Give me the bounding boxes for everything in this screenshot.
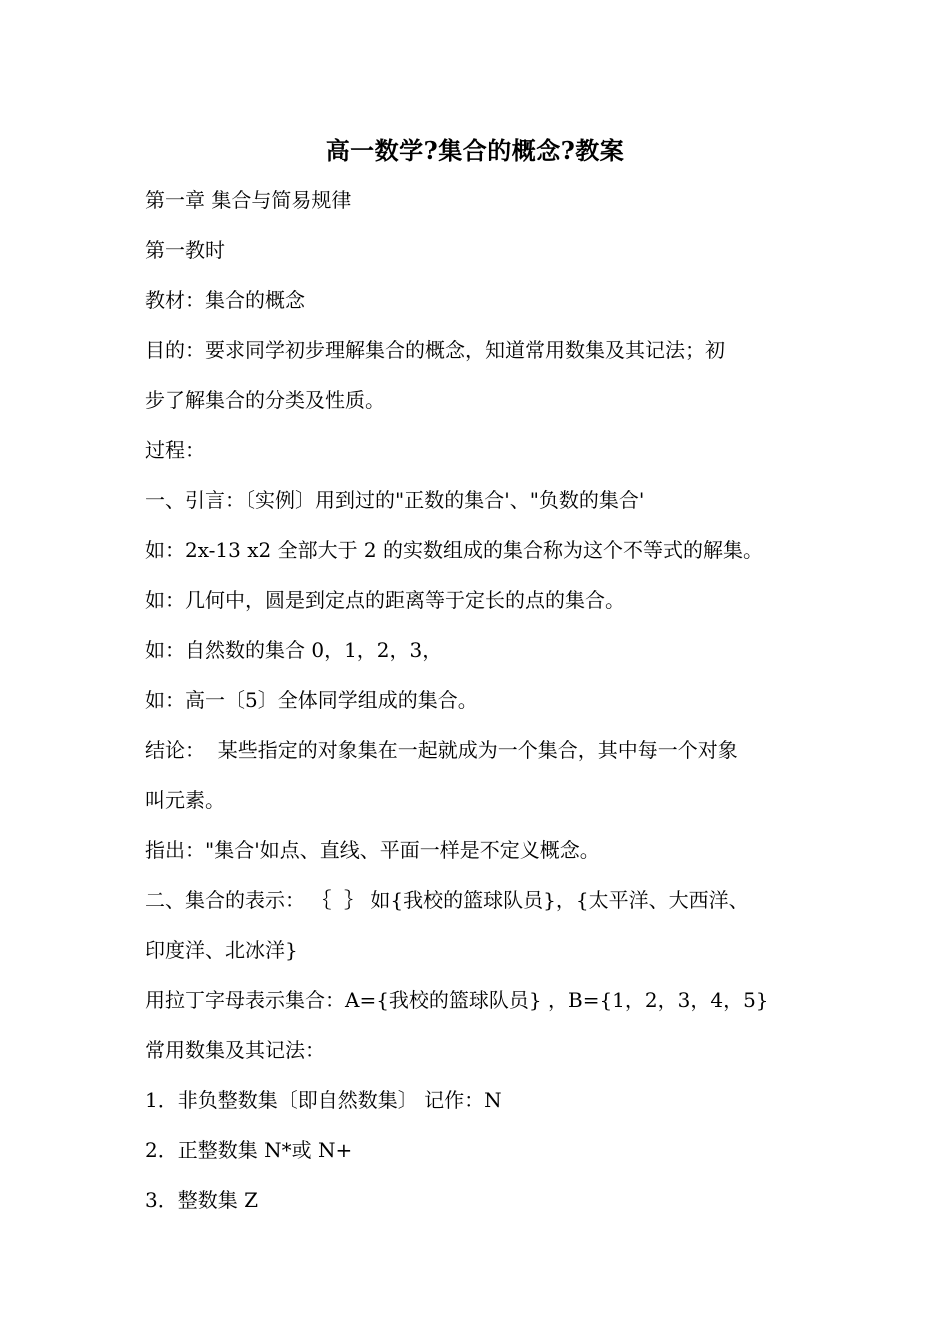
representation-line: 二、集合的表示： ｛ ｝ 如{我校的篮球队员}，{太平洋、大西洋、: [145, 888, 749, 912]
latin-letter-line: 用拉丁字母表示集合：A={我校的篮球队员} ，B={1，2，3，4，5}: [145, 988, 769, 1012]
document-body: [145, 185, 810, 1235]
lesson-period: 第一教时: [145, 238, 225, 262]
example-line: 如：几何中，圆是到定点的距离等于定长的点的集合。: [145, 588, 625, 612]
note-line: 指出："集合'如点、直线、平面一样是不定义概念。: [145, 838, 600, 862]
introduction-line: 一、引言：〔实例〕用到过的"正数的集合'、"负数的集合': [145, 488, 645, 512]
conclusion-line: 结论： 某些指定的对象集在一起就成为一个集合，其中每一个对象: [145, 738, 738, 762]
example-line: 如：自然数的集合 0，1，2，3，: [145, 638, 443, 662]
number-set-item: 2．正整数集 N*或 N+: [145, 1138, 353, 1162]
objective-line-continued: 步了解集合的分类及性质。: [145, 388, 385, 412]
chapter-heading: 第一章 集合与简易规律: [145, 188, 352, 212]
example-line: 如：2x-13 x2 全部大于 2 的实数组成的集合称为这个不等式的解集。: [145, 538, 764, 562]
example-line: 如：高一〔5〕全体同学组成的集合。: [145, 688, 478, 712]
process-heading: 过程：: [145, 438, 205, 462]
number-set-item: 1．非负整数集〔即自然数集〕 记作：N: [145, 1088, 502, 1112]
objective-line: 目的：要求同学初步理解集合的概念，知道常用数集及其记法；初: [145, 338, 725, 362]
conclusion-line-continued: 叫元素。: [145, 788, 225, 812]
textbook-line: 教材：集合的概念: [145, 288, 305, 312]
representation-line-continued: 印度洋、北冰洋}: [145, 938, 298, 962]
number-set-item: 3．整数集 Z: [145, 1188, 258, 1212]
number-sets-heading: 常用数集及其记法：: [145, 1038, 325, 1062]
document-title: 高一数学?集合的概念?教案: [325, 136, 625, 165]
